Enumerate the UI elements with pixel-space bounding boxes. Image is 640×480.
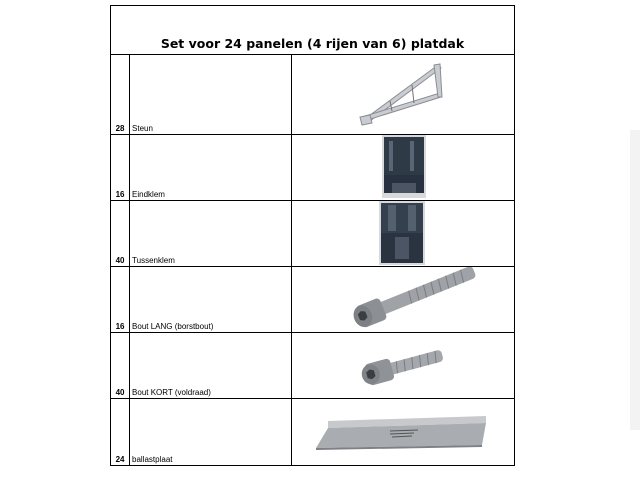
table-row: [111, 399, 515, 466]
ballast-plate-icon: [292, 399, 515, 466]
short-bolt-icon: [292, 333, 515, 399]
table-row: [111, 135, 515, 201]
parts-table: [110, 5, 515, 466]
table-row: [111, 333, 515, 399]
item-name: ballastplaat: [130, 399, 292, 466]
item-quantity: 16: [111, 135, 130, 201]
item-quantity: 24: [111, 399, 130, 466]
item-name: Steun: [130, 55, 292, 135]
item-quantity: 40: [111, 333, 130, 399]
long-bolt-icon: [292, 267, 515, 333]
item-name: Bout LANG (borstbout): [130, 267, 292, 333]
table-row: [111, 55, 515, 135]
table-row: [111, 267, 515, 333]
background-strip: [630, 130, 640, 430]
item-quantity: 40: [111, 201, 130, 267]
triangle-mount-bracket-icon: [292, 55, 515, 135]
item-quantity: 16: [111, 267, 130, 333]
item-name: Bout KORT (voldraad): [130, 333, 292, 399]
item-name: Eindklem: [130, 135, 292, 201]
item-quantity: 28: [111, 55, 130, 135]
table-row: [111, 201, 515, 267]
item-name: Tussenklem: [130, 201, 292, 267]
middle-clamp-icon: [292, 201, 515, 267]
page-title: Set voor 24 panelen (4 rijen van 6) platdak: [111, 6, 515, 55]
title-row: [111, 6, 515, 55]
end-clamp-icon: [292, 135, 515, 201]
